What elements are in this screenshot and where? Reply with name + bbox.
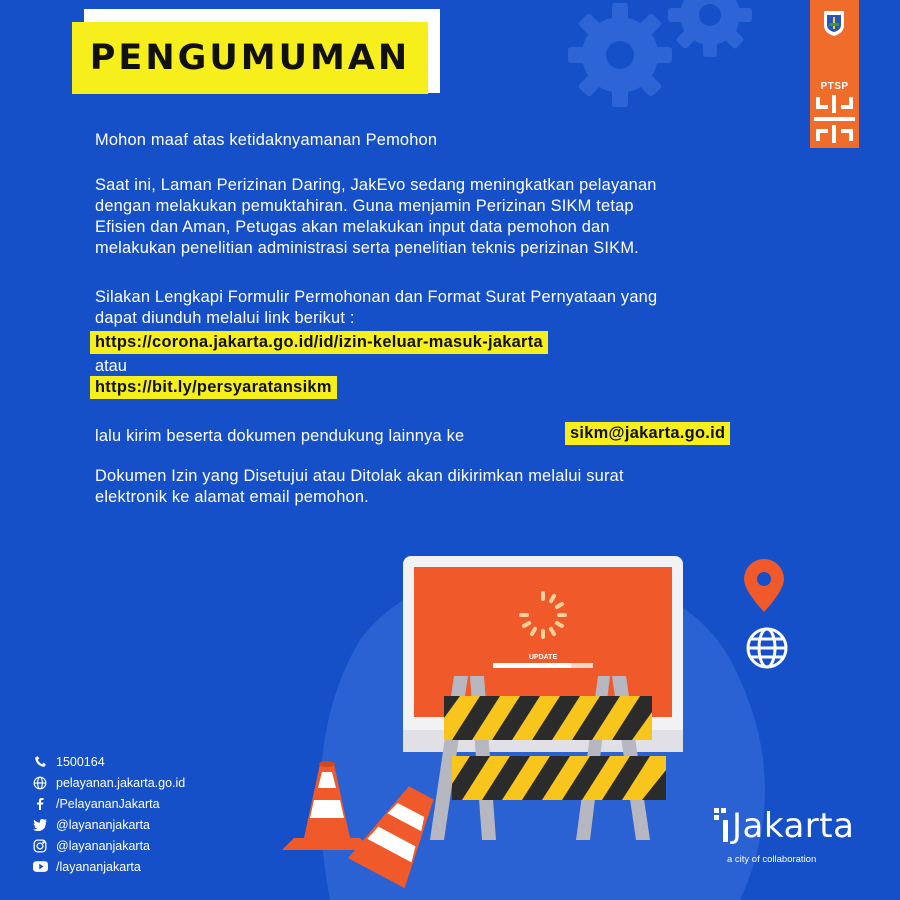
contact-text: /layananjakarta	[56, 859, 141, 874]
form-link[interactable]: https://corona.jakarta.go.id/id/izin-keluar-masuk-jakarta	[90, 331, 548, 354]
contact-text: /PelayananJakarta	[56, 796, 160, 811]
result-line: elektronik ke alamat email pemohon.	[95, 488, 369, 506]
info-line: melakukan penelitian administrasi serta penelitian teknis perizinan SIKM.	[95, 239, 639, 257]
page-title: PENGUMUMAN	[89, 38, 411, 78]
contact-twitter[interactable]	[32, 814, 185, 835]
contact-website[interactable]	[32, 772, 185, 793]
contact-text: @layananjakarta	[56, 817, 150, 832]
requirements-link[interactable]: https://bit.ly/persyaratansikm	[90, 376, 337, 399]
progress-fill	[493, 663, 571, 668]
location-pin-icon	[744, 559, 784, 612]
youtube-icon	[32, 859, 48, 875]
twitter-icon	[32, 817, 48, 833]
or-text: atau	[95, 357, 127, 375]
contact-text: @layananjakarta	[56, 838, 150, 853]
instruction-line: Silakan Lengkapi Formulir Permohonan dan Format Surat Pernyataan yang	[95, 288, 658, 306]
greeting-text: Mohon maaf atas ketidaknyamanan Pemohon	[95, 131, 438, 149]
contact-facebook[interactable]	[32, 793, 185, 814]
email-link[interactable]: sikm@jakarta.go.id	[565, 422, 730, 445]
contact-instagram[interactable]	[32, 835, 185, 856]
contact-text: pelayanan.jakarta.go.id	[56, 775, 186, 790]
send-instruction: lalu kirim beserta dokumen pendukung lainnya ke	[95, 427, 465, 445]
contact-list	[32, 751, 185, 877]
instagram-icon	[32, 838, 48, 854]
brand-tagline: a city of collaboration	[727, 854, 817, 865]
result-line: Dokumen Izin yang Disetujui atau Ditolak akan dikirimkan melalui surat	[95, 467, 624, 485]
update-label: UPDATE	[528, 654, 558, 661]
ptsp-label: PTSP	[820, 81, 849, 92]
globe-icon	[32, 775, 48, 791]
phone-icon	[32, 754, 48, 770]
globe-icon	[748, 629, 786, 667]
instruction-line: dapat diunduh melalui link berikut :	[95, 309, 355, 327]
contact-youtube[interactable]	[32, 856, 185, 877]
brand-name: Jakarta	[732, 806, 855, 846]
info-line: Efisien dan Aman, Petugas akan melakukan input data pemohon dan	[95, 218, 610, 236]
contact-text: 1500164	[56, 754, 105, 769]
contact-phone[interactable]	[32, 751, 185, 772]
jakarta-logo-mark-icon	[712, 806, 734, 846]
info-line: dengan melakukan pemuktahiran. Guna menjamin Perizinan SIKM tetap	[95, 197, 634, 215]
facebook-icon	[32, 796, 48, 812]
info-line: Saat ini, Laman Perizinan Daring, JakEvo sedang meningkatkan pelayanan	[95, 176, 657, 194]
